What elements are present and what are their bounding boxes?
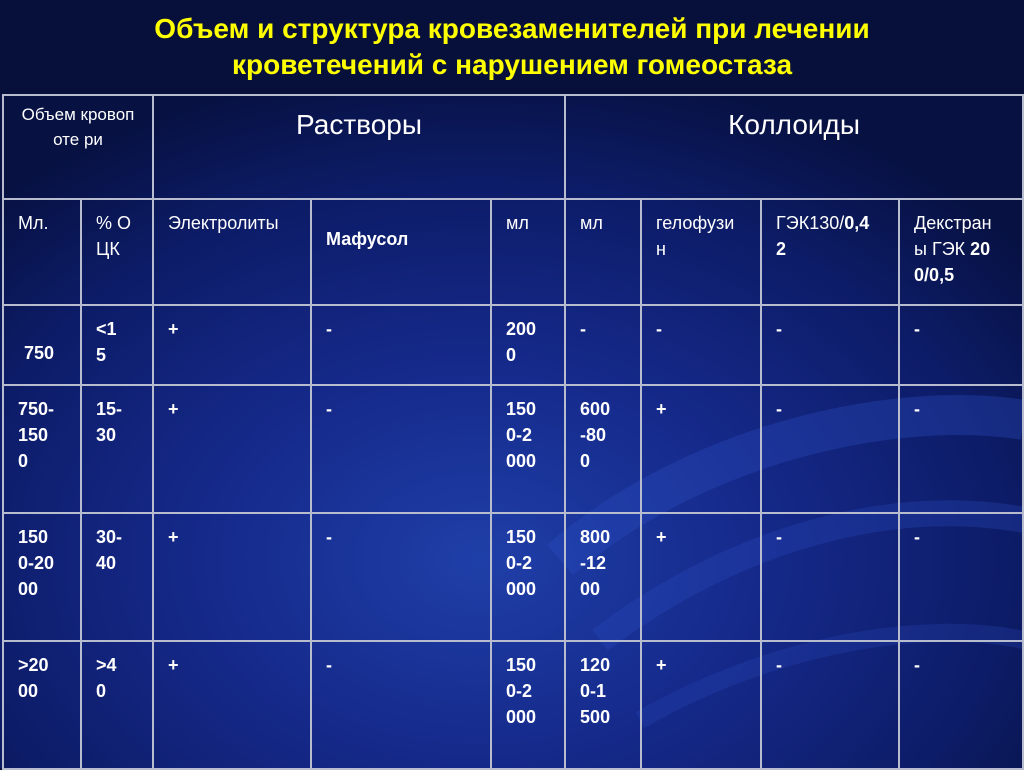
cell-value: - <box>914 527 921 547</box>
table-row <box>3 641 1023 769</box>
header-blood-loss-label: Объем кровопоте ри <box>21 105 135 149</box>
table-cell <box>153 641 311 769</box>
subheader-mafusol: Мафусол <box>326 229 409 249</box>
cell-value: + <box>168 527 179 547</box>
subheader-cell-ml2 <box>491 199 565 305</box>
table-row <box>3 513 1023 641</box>
subheader-cell-gelofusin <box>641 199 761 305</box>
cell-value: - <box>914 655 921 675</box>
subheader-cell-mafusol <box>311 199 491 305</box>
table-cell <box>491 641 565 769</box>
cell-value: >40 <box>96 655 117 701</box>
table-cell <box>899 385 1023 513</box>
subheader-hes130 <box>762 200 890 262</box>
subheader-hes130-prefix: ГЭК130/ <box>776 213 845 233</box>
table-cell <box>491 305 565 385</box>
cell-value: - <box>776 319 783 339</box>
cell-value: - <box>580 319 587 339</box>
cell-value: - <box>326 399 333 419</box>
subheader-cell-ml <box>3 199 81 305</box>
table-cell <box>761 385 899 513</box>
table-cell <box>565 385 641 513</box>
cell-value: >2000 <box>18 655 49 701</box>
table-cell <box>491 385 565 513</box>
subheader-cell-pct <box>81 199 153 305</box>
table-cell <box>641 305 761 385</box>
table-row <box>3 305 1023 385</box>
table-cell <box>153 305 311 385</box>
cell-value: + <box>656 655 667 675</box>
subheader-electrolytes: Электролиты <box>168 213 279 233</box>
subheader-cell-hes130 <box>761 199 899 305</box>
subheader-dextran <box>900 200 1016 288</box>
table-cell <box>565 305 641 385</box>
cell-value: - <box>914 319 921 339</box>
cell-value: 600-800 <box>580 399 611 471</box>
table-cell <box>641 513 761 641</box>
cell-value: 1500-2000 <box>506 655 537 727</box>
cell-value: + <box>168 655 179 675</box>
header-colloids-label: Коллоиды <box>728 109 861 140</box>
table-row <box>3 385 1023 513</box>
cell-value: - <box>776 527 783 547</box>
table-cell <box>565 641 641 769</box>
cell-value: - <box>776 655 783 675</box>
cell-value: + <box>168 399 179 419</box>
cell-value: + <box>656 527 667 547</box>
cell-value: 800-1200 <box>580 527 611 599</box>
cell-value: 1200-1500 <box>580 655 611 727</box>
table-cell <box>3 513 81 641</box>
cell-value: 750 <box>24 343 55 363</box>
table-cell <box>899 305 1023 385</box>
cell-value: - <box>326 655 333 675</box>
cell-value: - <box>326 319 333 339</box>
cell-value: 30-40 <box>96 527 123 573</box>
table-cell <box>3 305 81 385</box>
header-cell-blood-loss <box>3 95 153 199</box>
title-line-2: кроветечений с нарушением гомеостаза <box>231 49 793 80</box>
table-cell <box>491 513 565 641</box>
cell-value: - <box>656 319 663 339</box>
table-cell <box>311 305 491 385</box>
table-cell <box>81 513 153 641</box>
table-cell <box>761 513 899 641</box>
table-cell <box>311 641 491 769</box>
table-cell <box>565 513 641 641</box>
subheader-hes130-value: 0,42 <box>776 213 870 259</box>
table-cell <box>3 385 81 513</box>
header-cell-solutions <box>153 95 565 199</box>
cell-value: + <box>168 319 179 339</box>
table-cell <box>153 385 311 513</box>
table-cell <box>311 385 491 513</box>
table-cell <box>81 385 153 513</box>
table-cell <box>899 641 1023 769</box>
cell-value: - <box>326 527 333 547</box>
subheader-dextran-value: 200/0,5 <box>914 239 991 285</box>
subheader-cell-dextran <box>899 199 1023 305</box>
cell-value: 15-30 <box>96 399 123 445</box>
subheader-cell-ml3 <box>565 199 641 305</box>
cell-value: <15 <box>96 319 117 365</box>
transfusion-table <box>2 94 1024 770</box>
subheader-ml2: мл <box>506 213 529 233</box>
cell-value: + <box>656 399 667 419</box>
title-line-1: Объем и структура кровезаменителей при лечении <box>154 13 870 44</box>
slide-title <box>0 0 1024 94</box>
subheader-dextran-prefix: Декстраны ГЭК <box>914 213 992 259</box>
cell-value: 1500-2000 <box>506 527 537 599</box>
cell-value: 750-1500 <box>18 399 55 471</box>
table-cell <box>311 513 491 641</box>
table-cell <box>641 385 761 513</box>
subheader-ml3: мл <box>580 213 603 233</box>
subheader-cell-electrolytes <box>153 199 311 305</box>
table-cell <box>81 305 153 385</box>
table-cell <box>641 641 761 769</box>
subheader-ml: Мл. <box>18 213 49 233</box>
table-cell <box>899 513 1023 641</box>
table-cell <box>761 305 899 385</box>
header-row <box>3 95 1023 199</box>
table-cell <box>81 641 153 769</box>
cell-value: 1500-2000 <box>506 399 537 471</box>
cell-value: 1500-2000 <box>18 527 55 599</box>
table-cell <box>153 513 311 641</box>
header-cell-colloids <box>565 95 1023 199</box>
subheader-pct: % ОЦК <box>96 213 132 259</box>
cell-value: - <box>776 399 783 419</box>
table-cell <box>3 641 81 769</box>
header-solutions-label: Растворы <box>296 109 423 140</box>
cell-value: 2000 <box>506 319 537 365</box>
subheader-gelofusin: гелофузин <box>656 213 735 259</box>
subheader-row <box>3 199 1023 305</box>
cell-value: - <box>914 399 921 419</box>
table-cell <box>761 641 899 769</box>
